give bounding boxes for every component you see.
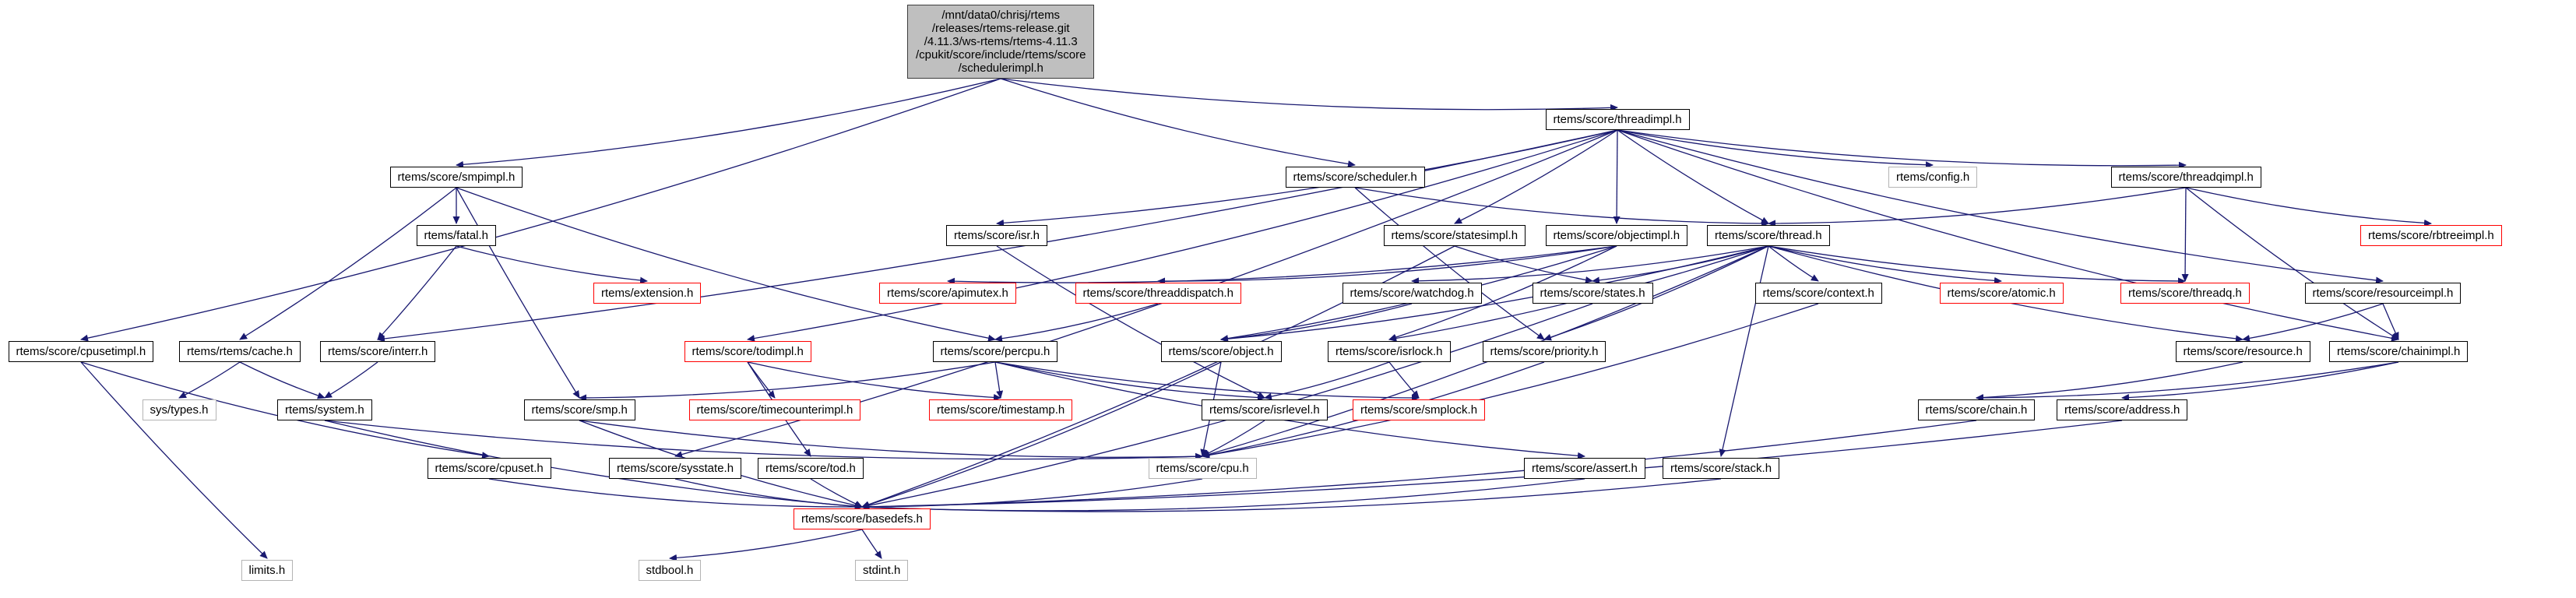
graph-node-extension[interactable]: rtems/extension.h: [593, 283, 701, 304]
graph-node-context[interactable]: rtems/score/context.h: [1755, 283, 1882, 304]
graph-node-rbtreeimpl[interactable]: rtems/score/rbtreeimpl.h: [2360, 225, 2502, 246]
graph-node-interr[interactable]: rtems/score/interr.h: [320, 341, 435, 362]
graph-node-priority[interactable]: rtems/score/priority.h: [1483, 341, 1606, 362]
graph-node-limits: limits.h: [241, 560, 294, 581]
graph-node-isrlevel[interactable]: rtems/score/isrlevel.h: [1202, 399, 1328, 420]
graph-node-states[interactable]: rtems/score/states.h: [1533, 283, 1653, 304]
graph-node-statesimpl[interactable]: rtems/score/statesimpl.h: [1384, 225, 1526, 246]
root-file-line: /4.11.3/ws-rtems/rtems-4.11.3: [924, 35, 1078, 48]
graph-node-smpimpl[interactable]: rtems/score/smpimpl.h: [390, 167, 523, 188]
graph-node-stdbool: stdbool.h: [639, 560, 702, 581]
graph-node-threadimpl[interactable]: rtems/score/threadimpl.h: [1546, 109, 1690, 130]
graph-node-timecounterimpl[interactable]: rtems/score/timecounterimpl.h: [689, 399, 861, 420]
graph-node-cpusetimpl[interactable]: rtems/score/cpusetimpl.h: [9, 341, 154, 362]
root-file-line: /cpukit/score/include/rtems/score: [916, 48, 1086, 62]
graph-node-sysstate[interactable]: rtems/score/sysstate.h: [609, 458, 741, 479]
graph-node-apimutex[interactable]: rtems/score/apimutex.h: [879, 283, 1016, 304]
graph-node-resource[interactable]: rtems/score/resource.h: [2176, 341, 2310, 362]
graph-node-cpuset[interactable]: rtems/score/cpuset.h: [428, 458, 551, 479]
graph-node-threaddispatch[interactable]: rtems/score/threaddispatch.h: [1075, 283, 1241, 304]
graph-node-todimpl[interactable]: rtems/score/todimpl.h: [684, 341, 811, 362]
graph-node-stack[interactable]: rtems/score/stack.h: [1663, 458, 1779, 479]
graph-node-chain[interactable]: rtems/score/chain.h: [1918, 399, 2036, 420]
graph-node-address[interactable]: rtems/score/address.h: [2057, 399, 2187, 420]
root-file-line: /releases/rtems-release.git: [931, 22, 1070, 35]
graph-node-fatal[interactable]: rtems/fatal.h: [417, 225, 497, 246]
graph-node-tod[interactable]: rtems/score/tod.h: [758, 458, 864, 479]
graph-node-object[interactable]: rtems/score/object.h: [1161, 341, 1282, 362]
root-file-line: /mnt/data0/chrisj/rtems: [941, 9, 1061, 22]
root-file-node: [907, 5, 1094, 79]
graph-node-threadqimpl[interactable]: rtems/score/threadqimpl.h: [2111, 167, 2261, 188]
graph-node-systypes: sys/types.h: [143, 399, 216, 420]
graph-node-smp[interactable]: rtems/score/smp.h: [524, 399, 635, 420]
graph-node-atomic[interactable]: rtems/score/atomic.h: [1940, 283, 2064, 304]
graph-node-cpu: rtems/score/cpu.h: [1149, 458, 1257, 479]
graph-node-smplock[interactable]: rtems/score/smplock.h: [1353, 399, 1485, 420]
graph-node-watchdog[interactable]: rtems/score/watchdog.h: [1343, 283, 1482, 304]
graph-node-objectimpl[interactable]: rtems/score/objectimpl.h: [1546, 225, 1688, 246]
graph-node-chainimpl[interactable]: rtems/score/chainimpl.h: [2329, 341, 2468, 362]
graph-node-assert[interactable]: rtems/score/assert.h: [1524, 458, 1645, 479]
graph-node-config: rtems/config.h: [1888, 167, 1977, 188]
graph-node-thread[interactable]: rtems/score/thread.h: [1707, 225, 1830, 246]
graph-node-cache[interactable]: rtems/rtems/cache.h: [179, 341, 301, 362]
graph-node-isrlock[interactable]: rtems/score/isrlock.h: [1328, 341, 1451, 362]
graph-node-isr[interactable]: rtems/score/isr.h: [946, 225, 1047, 246]
graph-node-timestamp[interactable]: rtems/score/timestamp.h: [929, 399, 1072, 420]
graph-node-basedefs[interactable]: rtems/score/basedefs.h: [794, 508, 931, 529]
graph-node-stdint: stdint.h: [855, 560, 908, 581]
root-file-line: /schedulerimpl.h: [958, 62, 1043, 75]
graph-node-system[interactable]: rtems/system.h: [277, 399, 372, 420]
graph-node-resourceimpl[interactable]: rtems/score/resourceimpl.h: [2305, 283, 2462, 304]
graph-node-threadq[interactable]: rtems/score/threadq.h: [2120, 283, 2250, 304]
graph-node-percpu[interactable]: rtems/score/percpu.h: [933, 341, 1058, 362]
graph-node-scheduler[interactable]: rtems/score/scheduler.h: [1286, 167, 1425, 188]
